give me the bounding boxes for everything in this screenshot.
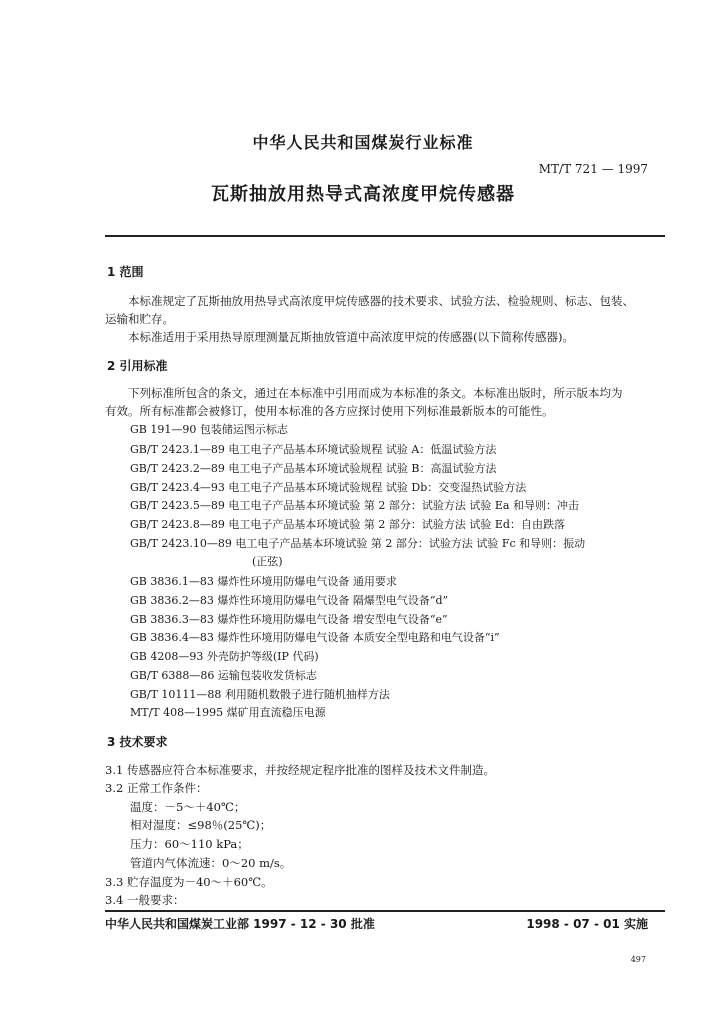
condition-temperature: 温度：－5～＋40℃； <box>130 800 246 814</box>
ref-gb-3836-2: GB 3836.2—83 爆炸性环境用防爆电气设备 隔爆型电气设备“d” <box>130 594 449 607</box>
ref-gbt-2423-10-continuation: (正弦) <box>252 555 283 568</box>
ref-gb-3836-3: GB 3836.3—83 爆炸性环境用防爆电气设备 增安型电气设备“e” <box>130 613 448 626</box>
clause-3-3: 3.3 贮存温度为－40～＋60℃。 <box>105 875 273 889</box>
issuing-organization: 中华人民共和国煤炭行业标准 <box>252 133 474 152</box>
section-1-heading: 1 范围 <box>107 265 144 279</box>
ref-gb-4208: GB 4208—93 外壳防护等级(IP 代码) <box>130 650 319 663</box>
ref-gbt-6388: GB/T 6388—86 运输包装收发货标志 <box>130 669 317 682</box>
section-2-intro-b: 有效。所有标准都会被修订，使用本标准的各方应探讨使用下列标准最新版本的可能性。 <box>105 404 554 418</box>
ref-gbt-2423-8: GB/T 2423.8—89 电工电子产品基本环境试验 第 2 部分：试验方法 试验 Ed：自由跌落 <box>130 518 565 531</box>
clause-3-4: 3.4 一般要求： <box>105 893 185 907</box>
ref-gbt-2423-1: GB/T 2423.1—89 电工电子产品基本环境试验规程 试验 A：低温试验方法 <box>130 443 497 456</box>
section-3-heading: 3 技术要求 <box>107 735 168 749</box>
condition-pressure: 压力：60～110 kPa； <box>130 837 249 851</box>
section-1-paragraph-1a: 本标准规定了瓦斯抽放用热导式高浓度甲烷传感器的技术要求、试验方法、检验规则、标志、包装、 <box>128 294 634 308</box>
clause-3-2: 3.2 正常工作条件： <box>105 781 208 795</box>
ref-gbt-2423-5: GB/T 2423.5—89 电工电子产品基本环境试验 第 2 部分：试验方法 试验 Ea 和导则：冲击 <box>130 499 579 512</box>
ref-gbt-10111: GB/T 10111—88 利用随机数骰子进行随机抽样方法 <box>130 688 390 701</box>
section-2-heading: 2 引用标准 <box>107 359 168 373</box>
standard-code: MT/T 721 — 1997 <box>538 162 648 176</box>
approval-statement: 中华人民共和国煤炭工业部 1997 - 12 - 30 批准 <box>105 917 375 931</box>
document-title: 瓦斯抽放用热导式高浓度甲烷传感器 <box>211 184 515 205</box>
section-2-intro-a: 下列标准所包含的条文，通过在本标准中引用而成为本标准的条文。本标准出版时，所示版本均为 <box>128 386 623 400</box>
section-1-paragraph-1b: 运输和贮存。 <box>105 312 174 326</box>
footer-divider <box>105 910 665 912</box>
ref-gb-191: GB 191—90 包装储运图示标志 <box>130 423 288 436</box>
ref-gbt-2423-4: GB/T 2423.4—93 电工电子产品基本环境试验规程 试验 Db：交变湿热试验方法 <box>130 481 527 494</box>
ref-gb-3836-1: GB 3836.1—83 爆炸性环境用防爆电气设备 通用要求 <box>130 575 397 588</box>
section-1-paragraph-2: 本标准适用于采用热导原理测量瓦斯抽放管道中高浓度甲烷的传感器(以下简称传感器)。 <box>128 330 574 344</box>
clause-3-1: 3.1 传感器应符合本标准要求，并按经规定程序批准的图样及技术文件制造。 <box>105 763 495 777</box>
header-divider <box>105 235 665 237</box>
ref-gbt-2423-2: GB/T 2423.2—89 电工电子产品基本环境试验规程 试验 B：高温试验方法 <box>130 462 497 475</box>
ref-gb-3836-4: GB 3836.4—83 爆炸性环境用防爆电气设备 本质安全型电路和电气设备“i” <box>130 631 500 644</box>
page-number: 497 <box>630 955 646 964</box>
condition-flow-velocity: 管道内气体流速：0～20 m/s。 <box>130 856 292 870</box>
ref-gbt-2423-10: GB/T 2423.10—89 电工电子产品基本环境试验 第 2 部分：试验方法 试验 Fc 和导则：振动 <box>130 537 586 550</box>
condition-humidity: 相对湿度：≤98％(25℃)； <box>130 818 272 832</box>
ref-mtt-408: MT/T 408—1995 煤矿用直流稳压电源 <box>130 706 326 719</box>
implementation-date: 1998 - 07 - 01 实施 <box>526 917 648 931</box>
